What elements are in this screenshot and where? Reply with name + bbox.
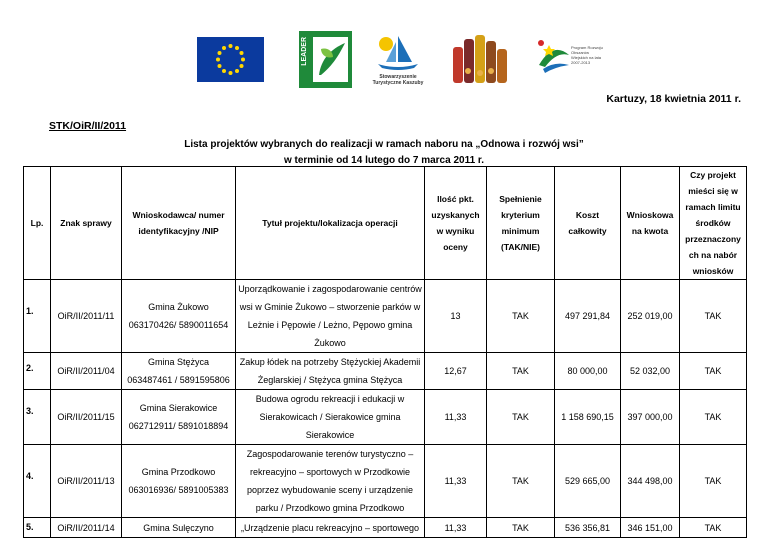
- cell-tytul: Uporządkowanie i zagospodarowanie centrów wsi w Gminie Żukowo – stworzenie parków w Leżnie i Pępowie / Leżno, Pępowo gmina Żukowo: [236, 280, 425, 353]
- cell-lp: 1.: [24, 280, 51, 353]
- document-subtitle: w terminie od 14 lutego do 7 marca 2011 r.: [283, 155, 485, 166]
- cell-kryterium: TAK: [487, 518, 555, 538]
- document-date: Kartuzy, 18 kwietnia 2011 r.: [606, 93, 741, 105]
- col-kryterium: Spełnienie kryterium minimum (TAK/NIE): [487, 167, 555, 280]
- prow-logo: Program Rozwoju Obszarów Wiejskich na lata 2007-2013: [535, 35, 605, 79]
- applicant-name: Gmina Sierakowice: [139, 403, 218, 413]
- cell-tytul: Budowa ogrodu rekreacji i edukacji w Sierakowicach / Sierakowice gmina Sierakowice: [236, 390, 425, 445]
- col-pkt: Ilość pkt. uzyskanych w wyniku oceny: [425, 167, 487, 280]
- cell-koszt: 529 665,00: [555, 445, 621, 518]
- cell-koszt: 1 158 690,15: [555, 390, 621, 445]
- cell-wnioskodawca: [122, 445, 236, 518]
- cell-pkt: 11,33: [425, 390, 487, 445]
- cell-pkt: 13: [425, 280, 487, 353]
- cell-koszt: 80 000,00: [555, 353, 621, 390]
- cell-tytul: Zagospodarowanie terenów turystyczno – rekreacyjno – sportowych w Przodkowie poprzez wybudowanie sceny i urządzenie parku / Przodkowo gmina Przodkowo: [236, 445, 425, 518]
- applicant-name: Gmina Żukowo: [148, 302, 209, 312]
- cell-wnioskodawca: [122, 353, 236, 390]
- applicant-name: Gmina Stężyca: [147, 357, 210, 367]
- cell-pkt: 11,33: [425, 445, 487, 518]
- table-row: [24, 280, 747, 353]
- leader-logo: LEADER: [299, 31, 352, 88]
- bottles-logo: [451, 33, 509, 85]
- cell-wnioskodawca: [122, 390, 236, 445]
- col-znak: Znak sprawy: [51, 167, 122, 280]
- cell-kwota: 397 000,00: [621, 390, 680, 445]
- col-lp: Lp.: [24, 167, 51, 280]
- cell-lp: 3.: [24, 390, 51, 445]
- reference-number: STK/OiR/II/2011: [49, 120, 127, 132]
- cell-znak: OiR/II/2011/14: [51, 518, 122, 538]
- cell-kwota: 252 019,00: [621, 280, 680, 353]
- table-row: [24, 353, 747, 390]
- cell-limit: TAK: [680, 353, 747, 390]
- document-title: Lista projektów wybranych do realizacji w ramach naboru na „Odnowa i rozwój wsi”: [184, 139, 584, 150]
- applicant-id: 062712911/ 5891018894: [128, 421, 229, 431]
- cell-wnioskodawca: Gmina Sulęczyno: [122, 518, 236, 538]
- cell-limit: TAK: [680, 518, 747, 538]
- cell-lp: 2.: [24, 353, 51, 390]
- cell-znak: OiR/II/2011/15: [51, 390, 122, 445]
- table-header-row: [24, 167, 747, 280]
- cell-kryterium: TAK: [487, 390, 555, 445]
- turystyczne-kaszuby-logo: Stowarzyszenie Turystyczne Kaszuby: [368, 32, 428, 84]
- cell-kwota: 346 151,00: [621, 518, 680, 538]
- cell-tytul: „Urządzenie placu rekreacyjno – sportowego: [236, 518, 425, 538]
- applicant-id: 063016936/ 5891005383: [128, 485, 229, 495]
- cell-lp: 4.: [24, 445, 51, 518]
- cell-kwota: 52 032,00: [621, 353, 680, 390]
- cell-koszt: 497 291,84: [555, 280, 621, 353]
- cell-znak: OiR/II/2011/11: [51, 280, 122, 353]
- cell-znak: OiR/II/2011/04: [51, 353, 122, 390]
- cell-tytul: Zakup łódek na potrzeby Stężyckiej Akademii Żeglarskiej / Stężyca gmina Stężyca: [236, 353, 425, 390]
- cell-pkt: 12,67: [425, 353, 487, 390]
- cell-limit: TAK: [680, 445, 747, 518]
- cell-kryterium: TAK: [487, 280, 555, 353]
- cell-limit: TAK: [680, 390, 747, 445]
- col-limit: Czy projekt mieści się w ramach limitu środków przeznaczony ch na nabór wniosków: [680, 167, 747, 280]
- cell-lp: 5.: [24, 518, 51, 538]
- cell-kryterium: TAK: [487, 353, 555, 390]
- projects-table: [23, 166, 747, 538]
- applicant-name: Gmina Przodkowo: [141, 467, 216, 477]
- col-koszt: Koszt całkowity: [555, 167, 621, 280]
- cell-pkt: 11,33: [425, 518, 487, 538]
- col-tytul: Tytuł projektu/lokalizacja operacji: [236, 167, 425, 280]
- cell-kryterium: TAK: [487, 445, 555, 518]
- cell-limit: TAK: [680, 280, 747, 353]
- table-row: [24, 445, 747, 518]
- cell-znak: OiR/II/2011/13: [51, 445, 122, 518]
- table-row: [24, 518, 747, 538]
- cell-koszt: 536 356,81: [555, 518, 621, 538]
- cell-kwota: 344 498,00: [621, 445, 680, 518]
- col-kwota: Wnioskowa na kwota: [621, 167, 680, 280]
- applicant-id: 063487461 / 5891595806: [127, 375, 230, 385]
- applicant-id: 063170426/ 5890011654: [128, 320, 229, 330]
- table-row: [24, 390, 747, 445]
- cell-wnioskodawca: [122, 280, 236, 353]
- col-wnioskodawca: Wnioskodawca/ numer identyfikacyjny /NIP: [122, 167, 236, 280]
- eu-flag-logo: [197, 37, 264, 82]
